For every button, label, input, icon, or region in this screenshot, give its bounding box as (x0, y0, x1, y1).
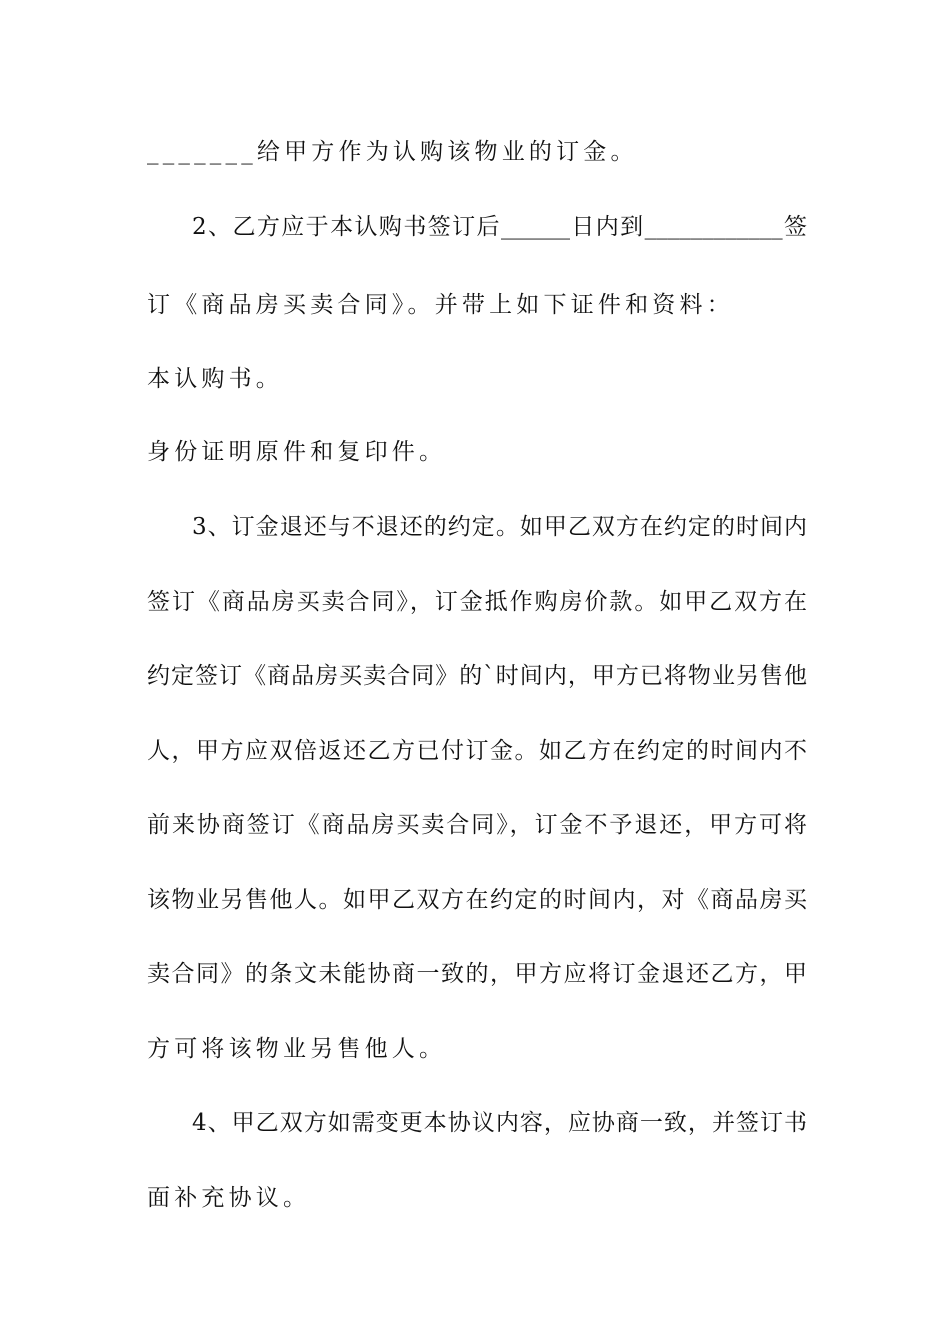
text-line: 卖合同》的条文未能协商一致的，甲方应将订金退还乙方，甲 (147, 961, 807, 987)
clause-4-line: 4、甲乙双方如需变更本协议内容，应协商一致，并签订书 (192, 1110, 807, 1136)
text-line: 本认购书。 (147, 366, 283, 392)
text-line: 面补充协议。 (147, 1185, 311, 1211)
text-line: 前来协商签订《商品房买卖合同》，订金不予退还，甲方可将 (147, 812, 807, 838)
text-line: 签订《商品房买卖合同》，订金抵作购房价款。如甲乙双方在 (147, 589, 807, 615)
text-line: 约定签订《商品房买卖合同》的`时间内，甲方已将物业另售他 (147, 663, 807, 689)
text-line: _______给甲方作为认购该物业的订金。 (147, 139, 638, 165)
text-line: 人，甲方应双倍返还乙方已付订金。如乙方在约定的时间内不 (147, 738, 807, 764)
text-line: 身份证明原件和复印件。 (147, 439, 447, 465)
text-line: 订《商品房买卖合同》。并带上如下证件和资料： (147, 292, 734, 318)
clause-3-line: 3、订金退还与不退还的约定。如甲乙双方在约定的时间内 (192, 514, 807, 540)
text-line: 方可将该物业另售他人。 (147, 1036, 447, 1062)
clause-2-line: 2、乙方应于本认购书签订后______日内到____________签 (192, 214, 807, 240)
text-line: 该物业另售他人。如甲乙双方在约定的时间内，对《商品房买 (147, 887, 807, 913)
